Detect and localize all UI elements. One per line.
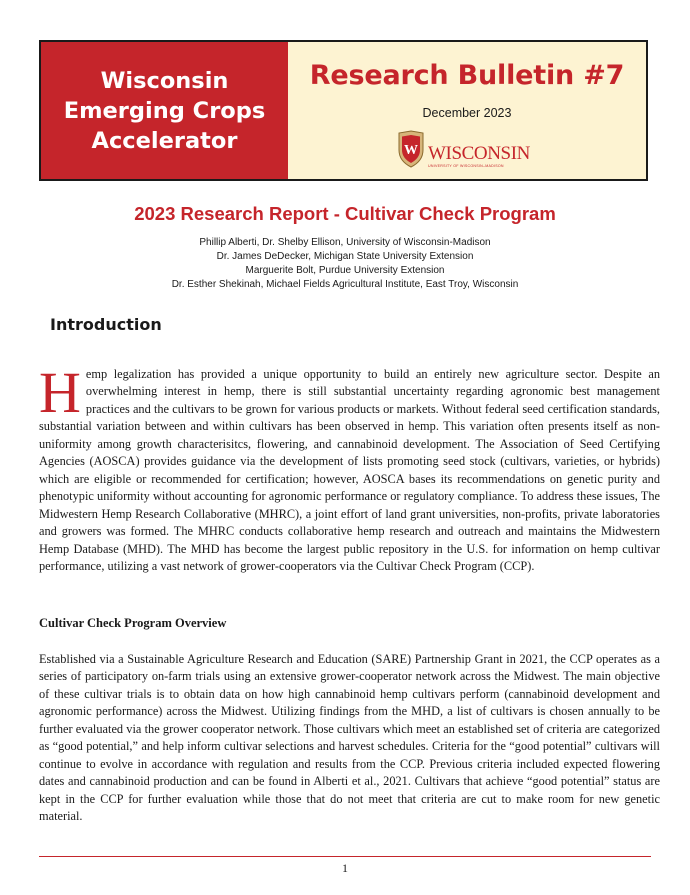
logo-wordmark: WISCONSIN [428, 143, 530, 164]
author-line: Dr. Esther Shekinah, Michael Fields Agricultural Institute, East Troy, Wisconsin [171, 279, 519, 290]
author-line: Marguerite Bolt, Purdue University Extension [245, 265, 445, 276]
author-list [0, 236, 690, 292]
introduction-paragraph [39, 360, 660, 575]
org-name-line: Accelerator [91, 127, 238, 154]
author-line: Phillip Alberti, Dr. Shelby Ellison, University of Wisconsin-Madison [199, 237, 491, 248]
org-name-block [41, 42, 288, 179]
footer-divider [39, 856, 651, 857]
author-line: Dr. James DeDecker, Michigan State University Extension [216, 251, 474, 262]
uw-logo [396, 130, 530, 168]
header-banner [39, 40, 648, 181]
org-name-line: Emerging Crops [63, 97, 266, 124]
bulletin-block [288, 42, 646, 179]
overview-heading: Cultivar Check Program Overview [39, 616, 227, 630]
report-title: 2023 Research Report - Cultivar Check Program [134, 203, 556, 224]
drop-cap: H [39, 360, 81, 425]
org-name-line: Wisconsin [100, 67, 229, 94]
crest-letter: W [404, 143, 418, 158]
crest-icon [396, 130, 426, 168]
overview-paragraph: Established via a Sustainable Agriculture Research and Education (SARE) Partnership Grant in 2021, the CCP operates as a series of participatory on-farm trials using an extensive grower-cooperator network across the Midwest. The main objective of these cultivar trials is to obtain data on how high cannabinoid hemp cultivars perform (cannabinoid development and agronomic performance) across the Midwest. Utilizing findings from the MHD, a list of cultivars is chosen annually to be further evaluated via the grower cooperator network. Those cultivars which meet an established set of criteria are categorized as “good potential,” and help inform cultivar selections and harvest schedules. Criteria for the “good potential” cultivars will continue to evolve in accordance with regulation and results from the CCP. Previous criteria included expected flowering dates and cannabinoid production and can be found in Alberti et al., 2021. Cultivars that achieve “good potential” status are kept in the CCP for further evaluation while those that do not meet that criteria are cut to make room for new genetic material. [39, 652, 660, 824]
logo-subtitle: UNIVERSITY OF WISCONSIN–MADISON [428, 164, 504, 168]
introduction-text: emp legalization has provided a unique opportunity to build an entirely new agriculture sector. Despite an overwhelming interest in hemp, there is still substantial uncertainty regarding agronomic best management practices and the cultivars to be grown for various products or markets. Without federal seed certification standards, substantial variation between and within cultivars has been observed in hemp. This variation often presents itself as non-uniformity among growth characterisitcs, flowering, and cannabinoid development. The Association of Seed Certifying Agencies (AOSCA) provides guidance via the development of lists promoting seed stock (cultivars, varieties, or hybrids) which are eligible or recommended for certification; however, AOSCA bases its recommendations on genetic purity and phenotypic uniformity without accounting for agronomic performance or regulatory compliance. To address these issues, The Midwestern Hemp Research Collaborative (MHRC), a joint effort of land grant universities, non-profits, private laboratories and growers was formed. The MHRC conducts collaborative hemp research and outreach and maintains the Midwestern Hemp Database (MHD). The MHD has become the largest public repository in the U.S. for information on hemp cultivar performance, utilizing a vast network of grower-cooperators via the Cultivar Check Program (CCP). [39, 367, 660, 573]
bulletin-date: December 2023 [422, 106, 512, 120]
bulletin-title: Research Bulletin #7 [309, 60, 625, 91]
introduction-heading: Introduction [50, 315, 162, 334]
page-number: 1 [342, 861, 348, 875]
